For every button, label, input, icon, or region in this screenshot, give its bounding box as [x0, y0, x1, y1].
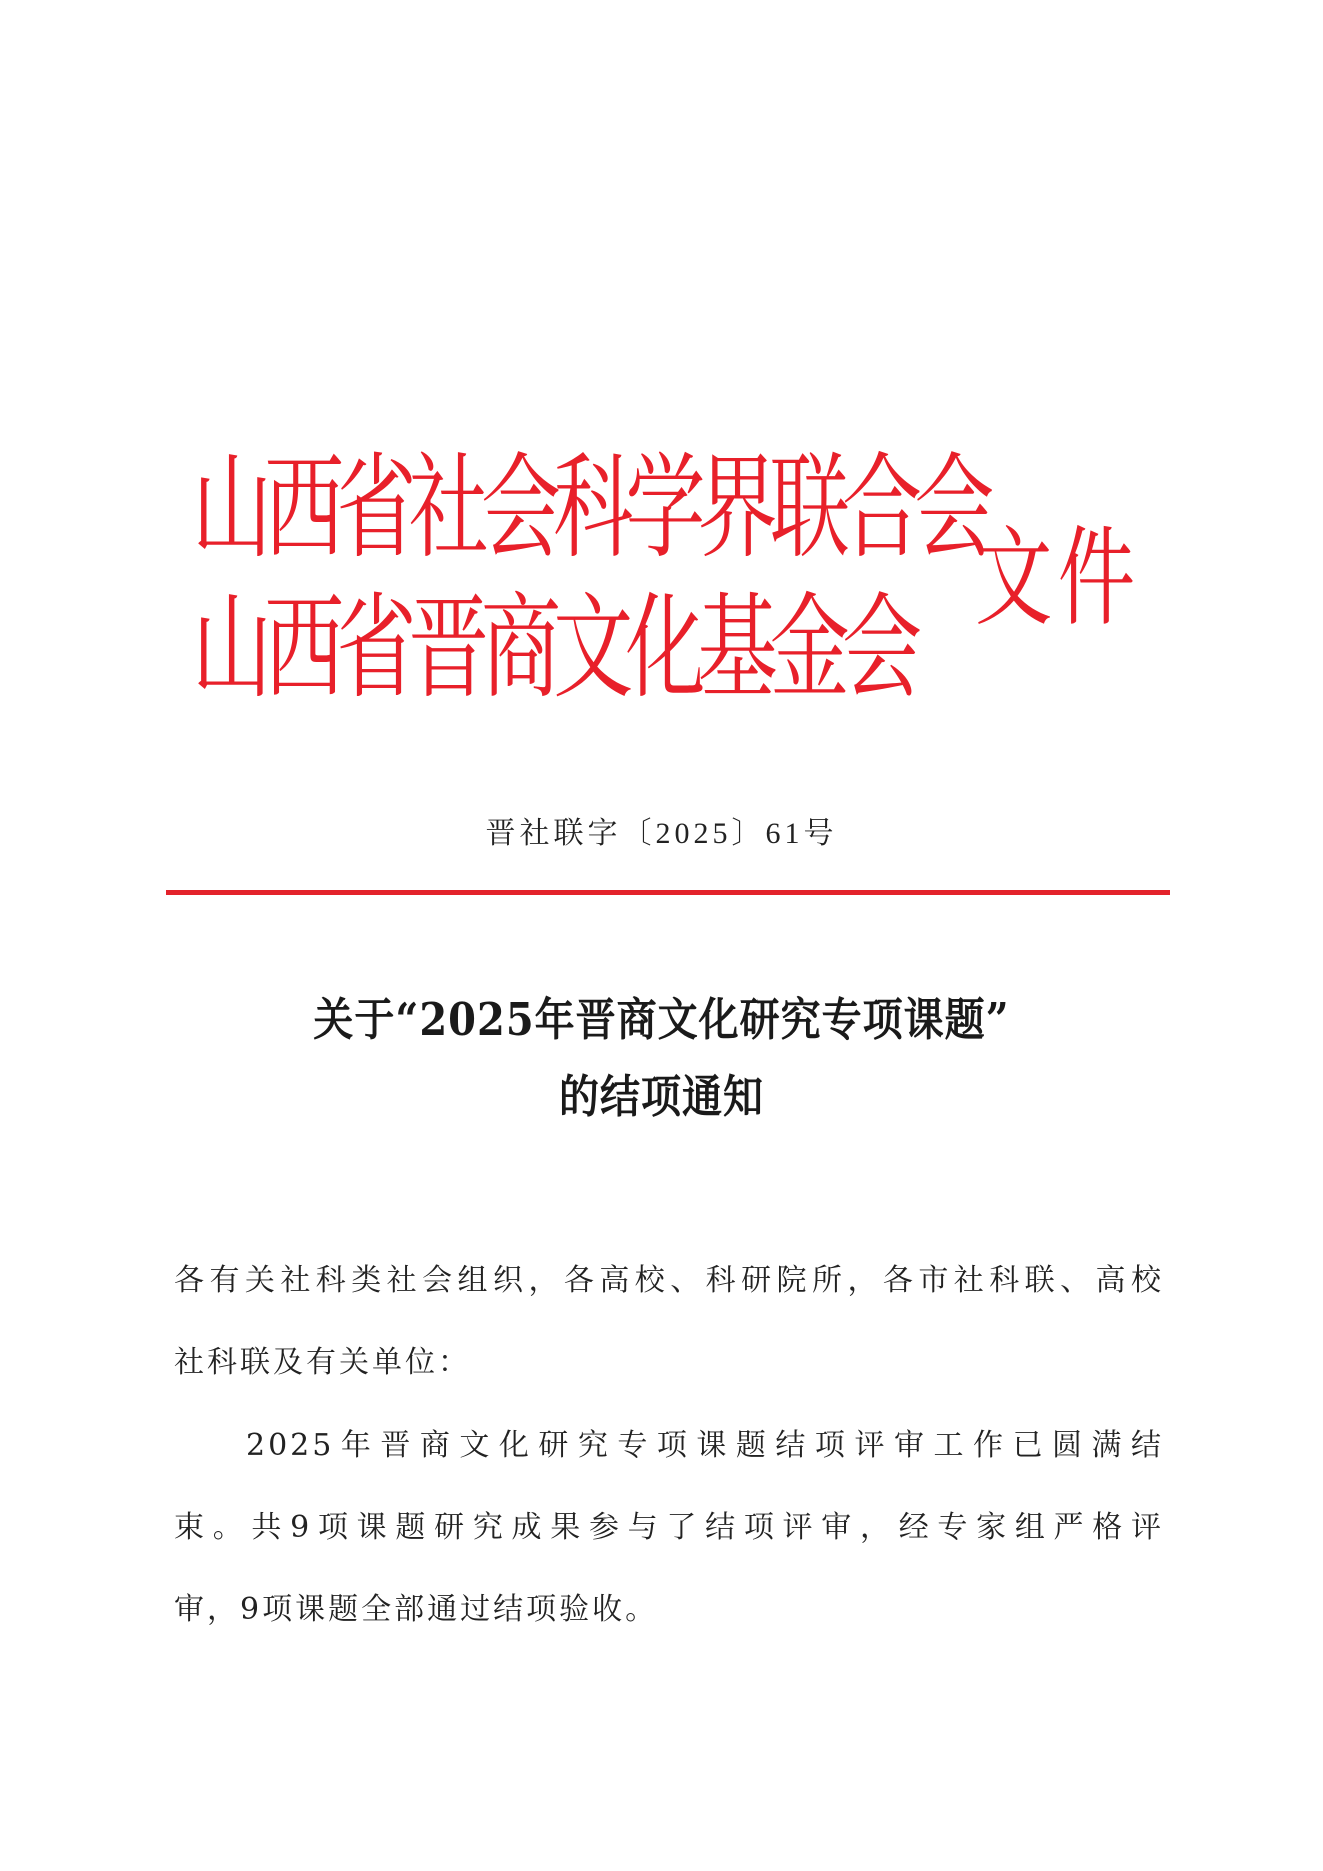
org-name-1: 山西省社会科学界联合会	[192, 442, 987, 574]
notice-title-line-2: 的结项通知	[559, 1070, 764, 1124]
salutation	[174, 1240, 1164, 1404]
paragraph-1-line-1: 2025年晋商文化研究专项课题结项评审工作已圆满结	[246, 1428, 1164, 1463]
paragraph-1-line-2: 束。共9项课题研究成果参与了结项评审，经专家组严格评	[174, 1510, 1164, 1545]
salutation-line-1: 各有关社科类社会组织，各高校、科研院所，各市社科联、高校	[174, 1263, 1164, 1298]
org-name-2: 山西省晋商文化基金会	[192, 582, 915, 714]
paragraph-1-line-3: 审，9项课题全部通过结项验收。	[174, 1592, 659, 1627]
body-paragraph-1	[174, 1405, 1164, 1651]
document-number: 晋社联字〔2025〕61号	[485, 817, 838, 850]
document-type-label: 文件	[975, 516, 1141, 642]
notice-title-line-1: 关于“2025年晋商文化研究专项课题”	[313, 993, 1010, 1047]
red-separator-rule	[166, 890, 1170, 895]
salutation-line-2: 社科联及有关单位：	[174, 1345, 471, 1380]
